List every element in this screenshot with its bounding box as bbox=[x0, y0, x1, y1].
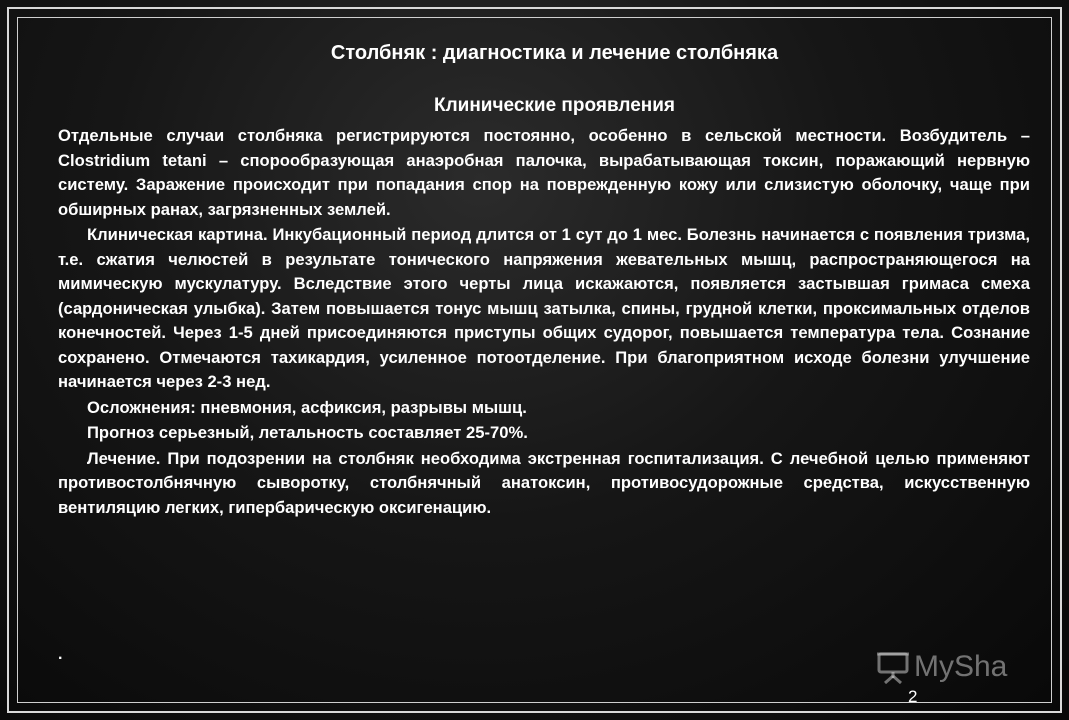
body-text bbox=[58, 124, 1030, 521]
watermark-text: MySha bbox=[914, 650, 1008, 683]
paragraph-clinical-picture: Клиническая картина. Инкубационный период длится от 1 сут до 1 мес. Болезнь начинается с появления тризма, т.е. сжатия челюстей в результате тонического напряжения жевательных мышц, распространяющегося на мимическую мускулатуру. Вследствие этого черты лица искажаются, появляется застывшая гримаса смеха (сардоническая улыбка). Затем повышается тонус мышц затылка, спины, грудной клетки, проксимальных отделов конечностей. Через 1-5 дней присоединяются приступы общих судорог, повышается температура тела. Сознание сохранено. Отмечаются тахикардия, усиленное потоотделение. При благоприятном исходе болезни улучшение начинается через 2-3 нед. bbox=[58, 225, 1030, 391]
page-number: 2 bbox=[908, 687, 918, 706]
watermark-logo bbox=[876, 650, 1007, 684]
paragraph-treatment: Лечение. При подозрении на столбняк необходима экстренная госпитализация. С лечебной целью применяют противостолбнячную сыворотку, столбнячный анатоксин, противосудорожные средства, искусственную вентиляцию легких, гипербарическую оксигенацию. bbox=[58, 448, 1030, 517]
presentation-board-icon bbox=[876, 650, 910, 684]
paragraph-intro: Отдельные случаи столбняка регистрируются постоянно, особенно в сельской местности. Возбудитель – Clostridium tetani – спорообразующая анаэробная палочка, вырабатывающая токсин, поражающий нервную систему. Заражение происходит при попадания спор на поврежденную кожу или слизистую оболочку, чаще при обширных ранах, загрязненных землей. bbox=[58, 126, 1030, 219]
slide-title: Столбняк : диагностика и лечение столбняка bbox=[330, 42, 779, 64]
paragraph-complications: Осложнения: пневмония, асфиксия, разрывы мышц. bbox=[87, 397, 527, 417]
paragraph-prognosis: Прогноз серьезный, летальность составляет 25-70%. bbox=[87, 423, 528, 442]
trailing-dot: . bbox=[58, 646, 63, 663]
section-subtitle: Клинические проявления bbox=[433, 95, 676, 116]
